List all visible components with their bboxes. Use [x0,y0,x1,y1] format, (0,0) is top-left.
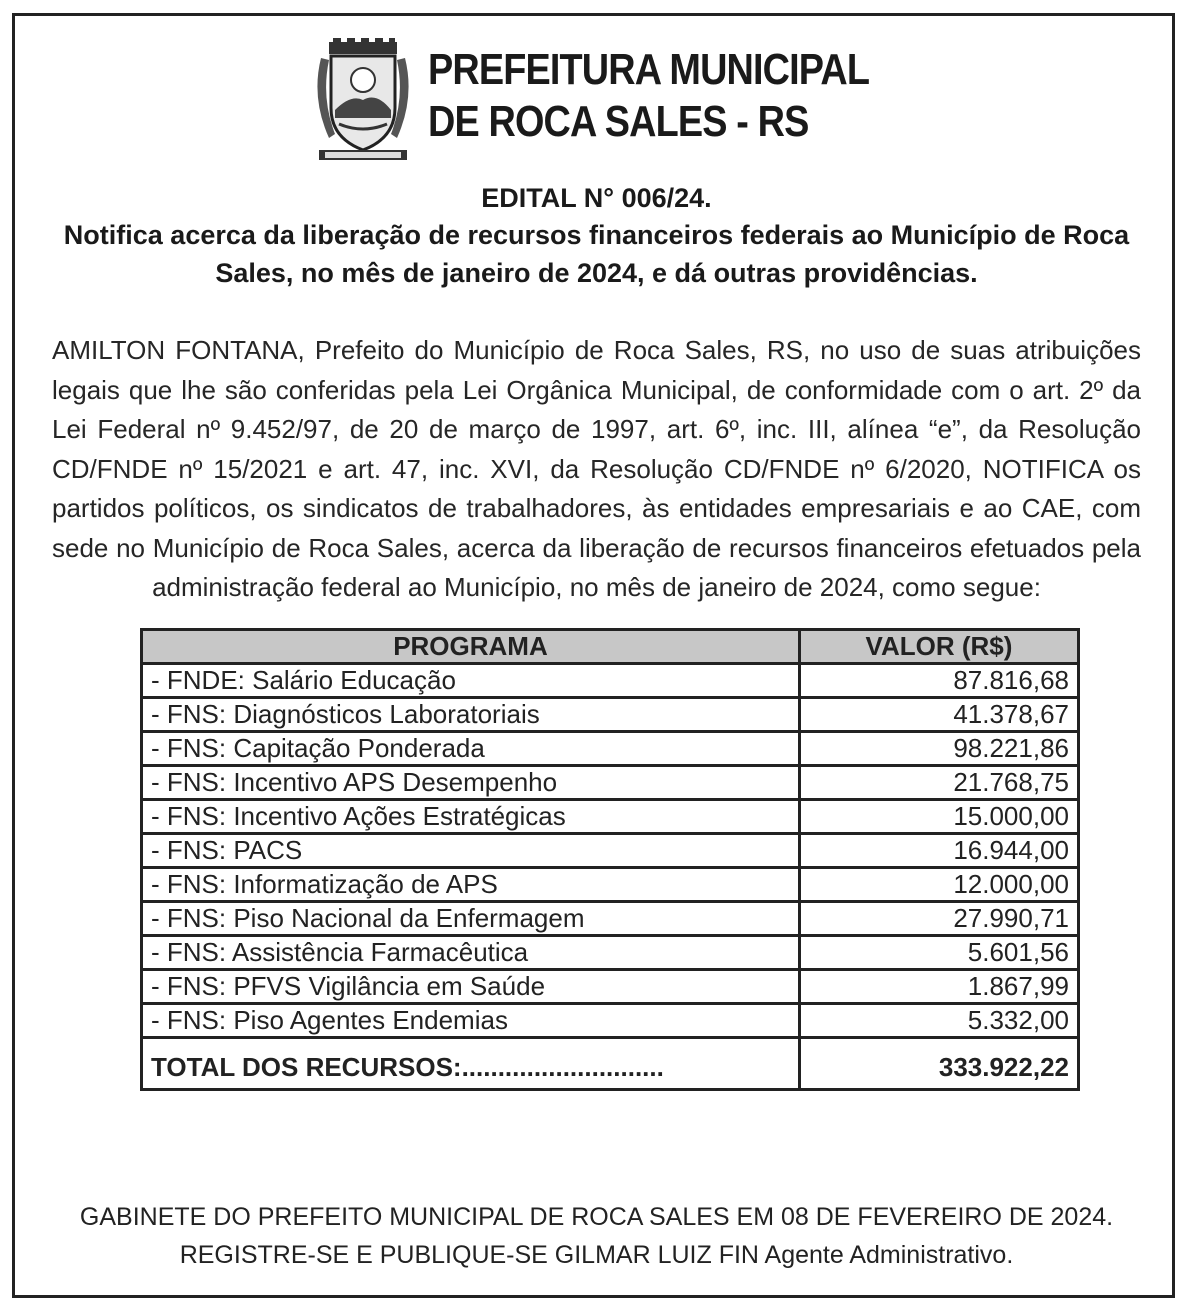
programa-cell: - FNS: Incentivo APS Desempenho [142,766,800,800]
footer [15,1198,1178,1274]
notice-paragraph: AMILTON FONTANA, Prefeito do Município de Roca Sales, RS, no uso de suas atribuições legais que lhe são conferidas pela Lei Orgânica Municipal, de conformidade com o art. 2º da Lei Federal nº 9.452/97, de 20 de março de 1997, art. 6º, inc. III, alínea “e”, da Resolução CD/FNDE nº 15/2021 e art. 47, inc. XVI, da Resolução CD/FNDE nº 6/2020, NOTIFICA os partidos políticos, os sindicatos de trabalhadores, às entidades empresariais e ao CAE, com sede no Município de Roca Sales, acerca da liberação de recursos financeiros efetuados pela administração federal ao Município, no mês de janeiro de 2024, como segue: [52,335,1141,602]
table-row [142,766,1079,800]
programa-cell: - FNS: Informatização de APS [142,868,800,902]
table-row [142,868,1079,902]
table-row [142,800,1079,834]
table-row [142,732,1079,766]
programa-cell: - FNS: Capitação Ponderada [142,732,800,766]
valor-cell: 21.768,75 [799,766,1078,800]
total-label: TOTAL DOS RECURSOS:............................ [142,1038,800,1090]
header-programa: PROGRAMA [142,630,800,664]
footer-line-2: REGISTRE-SE E PUBLIQUE-SE GILMAR LUIZ FIN Agente Administrativo. [179,1241,1014,1269]
valor-cell: 27.990,71 [799,902,1078,936]
title-line-2: DE ROCA SALES - RS [428,97,809,146]
valor-cell: 15.000,00 [799,800,1078,834]
edital-subtitle: Notifica acerca da liberação de recursos financeiros federais ao Município de Roca Sales, no mês de janeiro de 2024, e dá outras providências. [63,220,1130,288]
resources-table-wrapper [140,628,1080,1091]
programa-cell: - FNS: Assistência Farmacêutica [142,936,800,970]
edital-number: EDITAL N° 006/24. [481,183,712,213]
table-row [142,664,1079,698]
prefeitura-title [428,44,944,148]
valor-cell: 87.816,68 [799,664,1078,698]
footer-line-1: GABINETE DO PREFEITO MUNICIPAL DE ROCA SALES EM 08 DE FEVEREIRO DE 2024. [79,1203,1114,1231]
valor-cell: 16.944,00 [799,834,1078,868]
programa-cell: - FNS: Diagnósticos Laboratoriais [142,698,800,732]
header [311,38,1011,173]
programa-cell: - FNDE: Salário Educação [142,664,800,698]
programa-cell: - FNS: PFVS Vigilância em Saúde [142,970,800,1004]
programa-cell: - FNS: Piso Nacional da Enfermagem [142,902,800,936]
table-row [142,1004,1079,1038]
header-valor: VALOR (R$) [799,630,1078,664]
valor-cell: 98.221,86 [799,732,1078,766]
valor-cell: 41.378,67 [799,698,1078,732]
valor-cell: 5.332,00 [799,1004,1078,1038]
resources-table [140,628,1080,1091]
valor-cell: 1.867,99 [799,970,1078,1004]
total-row [142,1038,1079,1090]
table-row [142,936,1079,970]
valor-cell: 12.000,00 [799,868,1078,902]
title-line-1: PREFEITURA MUNICIPAL [428,45,870,94]
table-header-row [142,630,1079,664]
programa-cell: - FNS: Incentivo Ações Estratégicas [142,800,800,834]
table-row [142,834,1079,868]
table-row [142,970,1079,1004]
municipal-crest-icon [311,38,415,162]
programa-cell: - FNS: PACS [142,834,800,868]
valor-cell: 5.601,56 [799,936,1078,970]
table-row [142,902,1079,936]
table-row [142,698,1079,732]
total-value: 333.922,22 [799,1038,1078,1090]
document-frame [12,13,1175,1298]
programa-cell: - FNS: Piso Agentes Endemias [142,1004,800,1038]
